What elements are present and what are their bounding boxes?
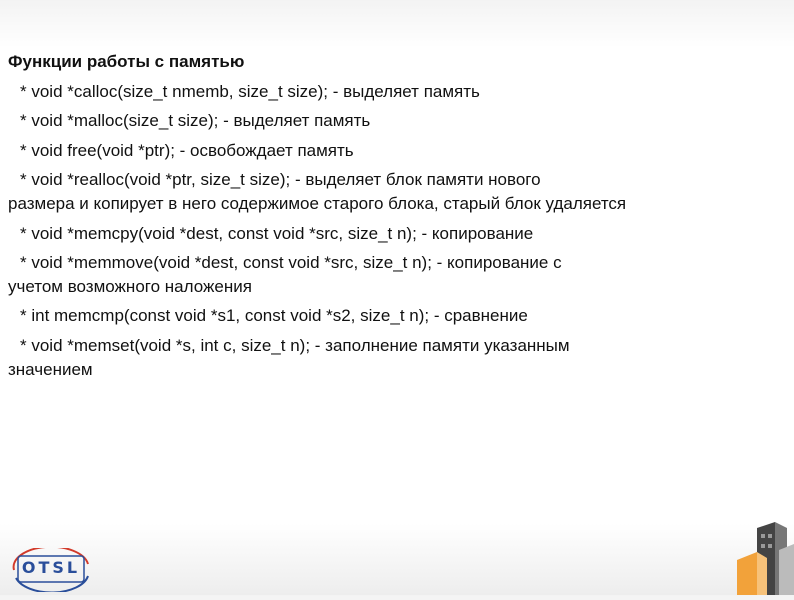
building-decoration bbox=[735, 520, 794, 595]
list-item-text: * void *memset(void *s, int c, size_t n); - заполнение памяти указанным bbox=[20, 335, 570, 355]
slide-title: Функции работы с памятью bbox=[8, 52, 245, 71]
list-item bbox=[8, 301, 698, 331]
list-item bbox=[8, 165, 698, 218]
list-item bbox=[8, 219, 698, 249]
logo-text: OTSL bbox=[21, 558, 81, 577]
list-item-text: * void *memmove(void *dest, const void *src, size_t n); - копирование с bbox=[20, 253, 562, 273]
list-item-continuation: учетом возможного наложения bbox=[8, 276, 252, 296]
otsl-logo bbox=[8, 548, 94, 592]
list-item-text: * int memcmp(const void *s1, const void *s2, size_t n); - сравнение bbox=[20, 306, 528, 326]
list-item bbox=[8, 77, 698, 107]
list-item bbox=[8, 248, 698, 301]
list-item-text: * void free(void *ptr); - освобождает память bbox=[20, 140, 354, 160]
list-item-text: * void *memcpy(void *dest, const void *src, size_t n); - копирование bbox=[20, 223, 534, 243]
building-icon bbox=[735, 520, 794, 595]
list-item-text: * void *calloc(size_t nmemb, size_t size); - выделяет память bbox=[20, 81, 480, 101]
list-item-continuation: значением bbox=[8, 359, 93, 379]
list-item-text: * void *realloc(void *ptr, size_t size); - выделяет блок памяти нового bbox=[20, 170, 541, 190]
list-item bbox=[8, 331, 698, 384]
list-item-continuation: размера и копирует в него содержимое старого блока, старый блок удаляется bbox=[8, 193, 627, 213]
list-item bbox=[8, 106, 698, 136]
list-item-text: * void *malloc(size_t size); - выделяет память bbox=[20, 111, 371, 131]
list-item bbox=[8, 136, 698, 166]
slide-content bbox=[8, 47, 698, 384]
